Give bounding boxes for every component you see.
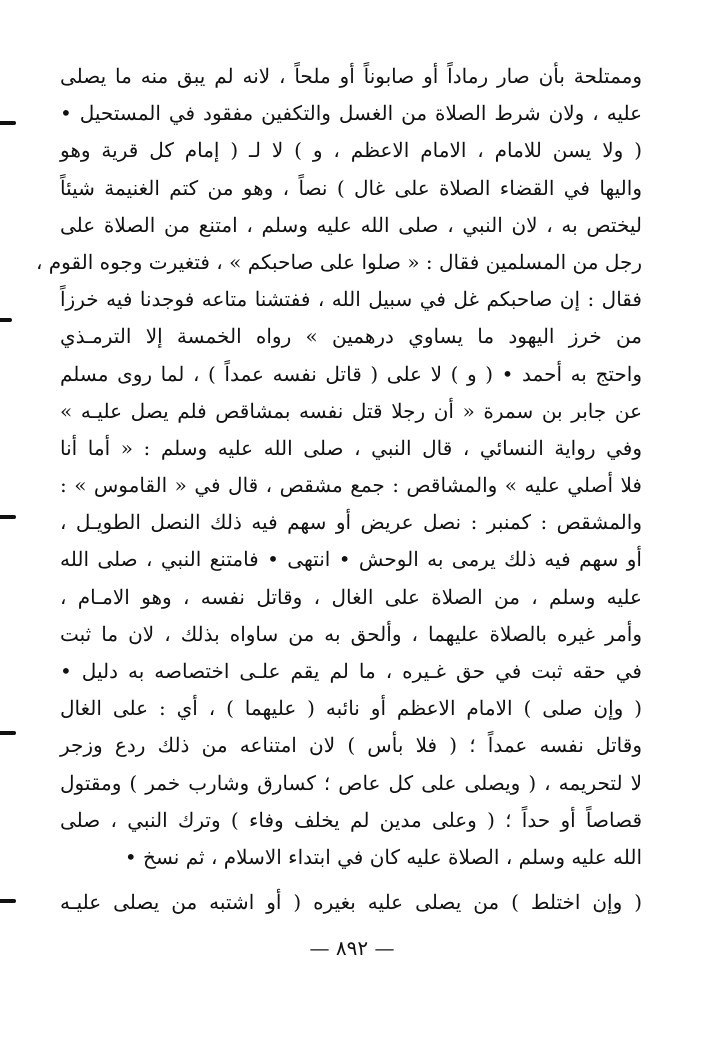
text-line: لا لتحريمه ، ( ويصلى على كل عاص ؛ كسارق وشارب خمر ) ومقتول <box>60 770 642 795</box>
text-line: رجل من المسلمين فقال : « صلوا على صاحبكم » ، فتغيرت وجوه القوم ، <box>35 249 642 274</box>
text-line: أو سهم فيه ذلك يرمى به الوحش • انتهى • فامتنع النبي ، صلى الله <box>60 547 642 572</box>
text-line: والمشقص : كمنبر : نصل عريض أو سهم فيه ذلك النصل الطويـل ، <box>60 510 642 535</box>
page-number: — ٨٩٢ — <box>309 936 395 960</box>
text-line: ليختص به ، لان النبي ، صلى الله عليه وسلم ، امتنع من الصلاة على <box>60 212 642 237</box>
text-line: وقاتل نفسه عمداً ؛ ( فلا بأس ) لان امتناعه من ذلك ردع وزجر <box>60 733 642 758</box>
text-line: واليها في القضاء الصلاة على غال ) نصاً ، وهو من كتم الغنيمة شيئاً <box>60 175 642 200</box>
text-line: وممتلحة بأن صار رماداً أو صابوناً أو ملحاً ، لانه لم يبق منه ما يصلى <box>60 64 643 88</box>
text-line: فقال : إن صاحبكم غل في سبيل الله ، ففتشنا متاعه فوجدنا فيه خرزاً <box>60 287 642 312</box>
text-line: قصاصاً أو حداً ؛ ( وعلى مدين لم يخلف وفاء ) وترك النبي ، صلى <box>60 807 642 832</box>
text-line: في حقه ثبت في حق غـيره ، ما لم يقم علـى اختصاصه به دليل • <box>60 659 642 683</box>
text-line: عن جابر بن سمرة « أن رجلا قتل نفسه بمشاقص فلم يصل عليـه » <box>60 398 642 423</box>
margin-tick-mark <box>0 899 16 903</box>
main-paragraph <box>35 58 643 876</box>
margin-tick-mark <box>0 515 16 519</box>
margin-tick-mark <box>0 731 16 735</box>
text-line: ( وإن اختلط ) من يصلى عليه بغيره ( أو اشتبه من يصلى عليـه <box>60 890 642 914</box>
margin-tick-mark <box>0 318 12 322</box>
text-line: واحتج به أحمد • ( و ) لا على ( قاتل نفسه عمداً ) ، لما روى مسلم <box>60 361 642 386</box>
text-line: عليه وسلم ، من الصلاة على الغال ، وقاتل نفسه ، وهو الامـام ، <box>60 584 642 609</box>
text-line: ( ولا يسن للامام ، الامام الاعظم ، و ) لا لـ ( إمام كل قرية وهو <box>60 138 642 163</box>
text-line: عليه ، ولان شرط الصلاة من الغسل والتكفين مفقود في المستحيل • <box>60 101 643 126</box>
margin-tick-mark <box>0 121 16 125</box>
text-line: وفي رواية النسائي ، قال النبي ، صلى الله عليه وسلم : « أما أنا <box>60 435 642 460</box>
text-line: ( وإن صلى ) الامام الاعظم أو نائبه ( عليهما ) ، أي : على الغال <box>60 696 642 721</box>
text-line: فلا أصلي عليه » والمشاقص : جمع مشقص ، قال في « القاموس » : <box>60 473 642 498</box>
text-line: الله عليه وسلم ، الصلاة عليه كان في ابتداء الاسلام ، ثم نسخ • <box>124 844 642 869</box>
text-line: وأمر غيره بالصلاة عليهما ، وألحق به من ساواه بذلك ، لان ما ثبت <box>60 621 642 646</box>
next-paragraph <box>60 884 642 921</box>
text-line: من خرز اليهود ما يساوي درهمين » رواه الخمسة إلا الترمـذي <box>60 324 642 349</box>
